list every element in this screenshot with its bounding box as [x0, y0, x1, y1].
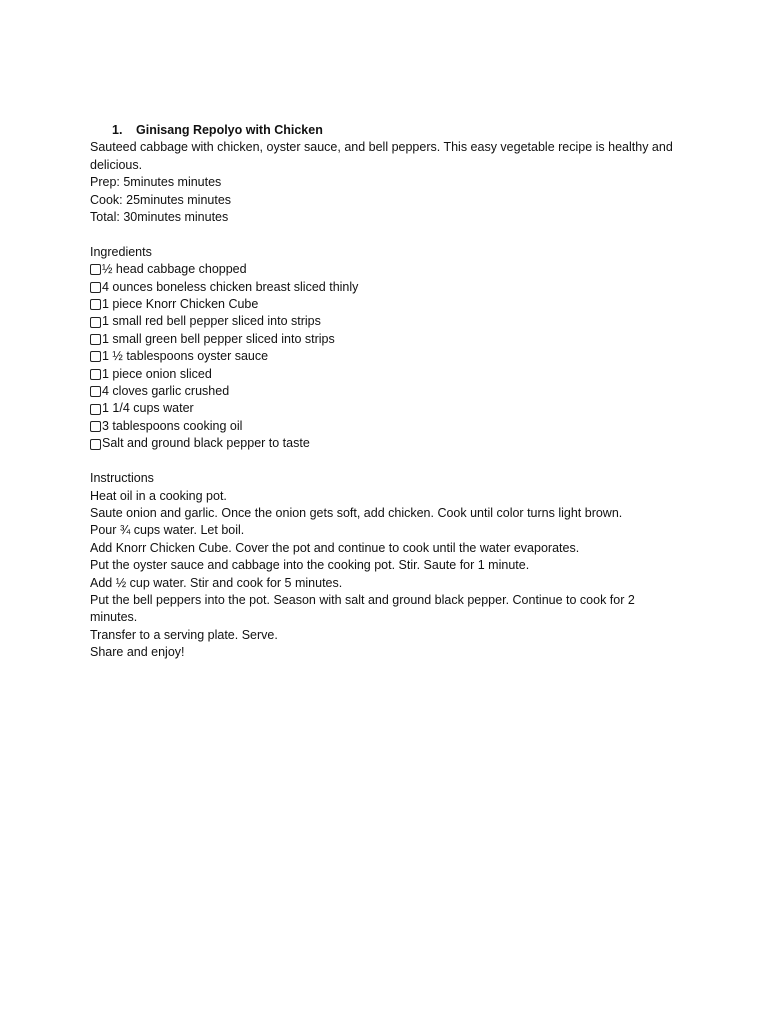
instruction-step: Add Knorr Chicken Cube. Cover the pot and continue to cook until the water evaporates.	[90, 540, 580, 555]
instruction-step: Transfer to a serving plate. Serve.	[90, 627, 278, 642]
ingredient-item: 1 1/4 cups water	[90, 400, 680, 417]
instruction-step: Saute onion and garlic. Once the onion gets soft, add chicken. Cook until color turns light brown.	[90, 505, 623, 520]
checkbox-icon[interactable]	[90, 421, 101, 432]
prep-time: Prep: 5minutes minutes	[90, 175, 222, 190]
document-page	[90, 122, 680, 662]
spacer	[90, 226, 680, 243]
instruction-step: Add ½ cup water. Stir and cook for 5 minutes.	[90, 575, 343, 590]
checkbox-icon[interactable]	[90, 386, 101, 397]
recipe-heading	[90, 122, 680, 139]
instruction-step: Share and enjoy!	[90, 645, 185, 660]
checkbox-icon[interactable]	[90, 282, 101, 293]
checkbox-icon[interactable]	[90, 264, 101, 275]
ingredient-item: Salt and ground black pepper to taste	[90, 435, 680, 452]
cook-time: Cook: 25minutes minutes	[90, 192, 232, 207]
ingredient-item: 3 tablespoons cooking oil	[90, 418, 680, 435]
checkbox-icon[interactable]	[90, 369, 101, 380]
ingredients-list	[90, 261, 680, 452]
checkbox-icon[interactable]	[90, 334, 101, 345]
recipe-description: Sauteed cabbage with chicken, oyster sauce, and bell peppers. This easy vegetable recipe is healthy and delicious.	[90, 140, 673, 172]
recipe-number: 1.	[112, 123, 123, 137]
spacer	[90, 453, 680, 470]
ingredient-item: ½ head cabbage chopped	[90, 261, 680, 278]
checkbox-icon[interactable]	[90, 404, 101, 415]
checkbox-icon[interactable]	[90, 351, 101, 362]
instruction-step: Heat oil in a cooking pot.	[90, 488, 227, 503]
instructions-list	[90, 488, 680, 662]
ingredient-item: 1 small red bell pepper sliced into strips	[90, 313, 680, 330]
ingredient-item: 1 piece onion sliced	[90, 366, 680, 383]
checkbox-icon[interactable]	[90, 317, 101, 328]
instructions-heading: Instructions	[90, 471, 154, 486]
total-time: Total: 30minutes minutes	[90, 210, 229, 225]
instruction-step: Put the bell peppers into the pot. Season with salt and ground black pepper. Continue to cook for 2 minutes.	[90, 592, 635, 625]
recipe-title: Ginisang Repolyo with Chicken	[136, 123, 323, 137]
checkbox-icon[interactable]	[90, 439, 101, 450]
ingredient-item: 4 cloves garlic crushed	[90, 383, 680, 400]
ingredient-item: 1 small green bell pepper sliced into strips	[90, 331, 680, 348]
ingredient-item: 4 ounces boneless chicken breast sliced thinly	[90, 279, 680, 296]
checkbox-icon[interactable]	[90, 299, 101, 310]
instruction-step: Put the oyster sauce and cabbage into the cooking pot. Stir. Saute for 1 minute.	[90, 558, 530, 573]
instruction-step: Pour ¾ cups water. Let boil.	[90, 523, 245, 538]
ingredient-item: 1 piece Knorr Chicken Cube	[90, 296, 680, 313]
ingredients-heading: Ingredients	[90, 244, 152, 259]
ingredient-item: 1 ½ tablespoons oyster sauce	[90, 348, 680, 365]
